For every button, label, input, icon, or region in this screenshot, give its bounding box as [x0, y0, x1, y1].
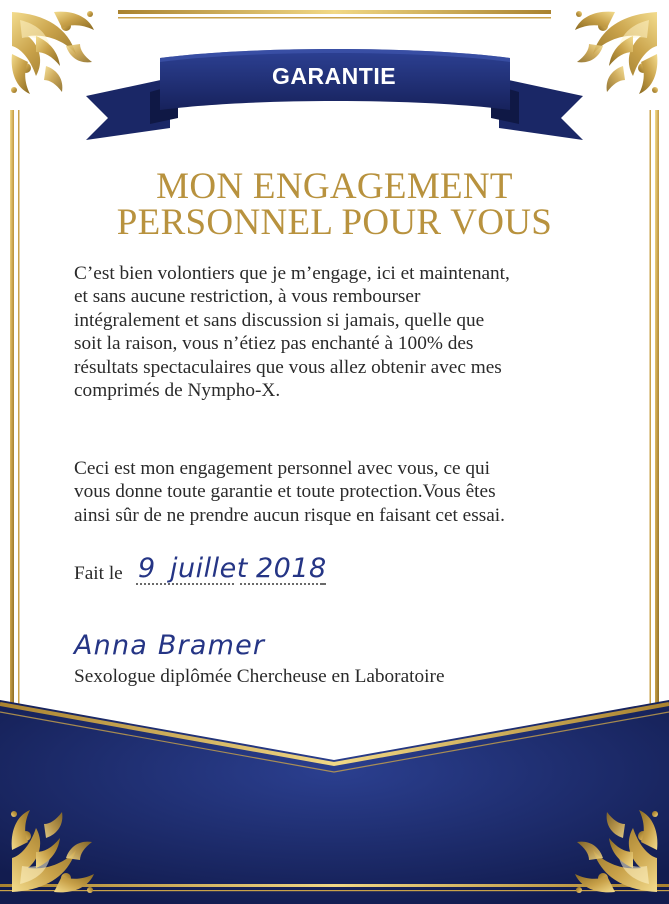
page-title-line-1: MON ENGAGEMENT — [156, 166, 513, 207]
gold-corner-ornament-icon — [11, 11, 94, 94]
signer-title: Sexologue diplômée Chercheuse en Laboratoire — [74, 666, 445, 687]
paragraph-line: et sans aucune restriction, à vous rembourser — [74, 286, 421, 308]
commitment-paragraph — [74, 262, 619, 402]
handwritten-month: juillet — [170, 553, 248, 584]
paragraph-line: résultats spectaculaires que vous allez obtenir avec mes — [74, 356, 502, 378]
guarantee-badge-label: GARANTIE — [271, 63, 397, 89]
paragraph-line: Ceci est mon engagement personnel avec vous, ce qui — [74, 458, 491, 479]
handwritten-signature: Anna Bramer — [74, 630, 266, 661]
paragraph-line: intégralement et sans discussion si jamais, quelle que — [74, 309, 485, 331]
gold-corner-ornament-icon — [575, 11, 658, 94]
protection-paragraph — [74, 457, 619, 527]
paragraph-line: vous donne toute garantie et toute protection.Vous êtes — [74, 481, 496, 503]
date-prefix: Fait le — [74, 563, 123, 584]
paragraph-line: soit la raison, vous n’étiez pas enchanté à 100% des — [74, 333, 474, 355]
paragraph-line: ainsi sûr de ne prendre aucun risque en faisant cet essai. — [74, 504, 505, 526]
paragraph-line: comprimés de Nympho-X. — [74, 380, 281, 402]
page-title-line-2: PERSONNEL POUR VOUS — [116, 202, 553, 243]
handwritten-year: 2018 — [256, 553, 327, 584]
handwritten-day: 9 — [138, 553, 156, 584]
paragraph-line: C’est bien volontiers que je m’engage, ici et maintenant, — [74, 263, 510, 284]
